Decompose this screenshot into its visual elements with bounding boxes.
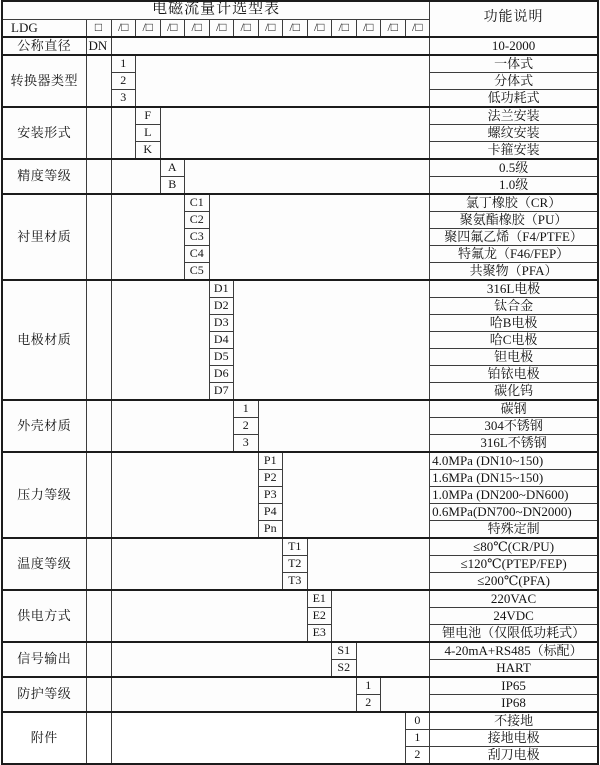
option-code: D3: [209, 314, 234, 331]
category-label: 温度等级: [2, 538, 86, 590]
option-code: D1: [209, 280, 234, 298]
option-code: C1: [185, 194, 210, 212]
empty-cell: [111, 642, 332, 677]
option-code: D5: [209, 348, 234, 365]
empty-cell: [209, 194, 430, 280]
empty-cell: [111, 159, 160, 194]
option-description: 法兰安装: [430, 107, 598, 125]
empty-cell: [307, 538, 430, 590]
option-code: 3: [234, 434, 259, 452]
category-label: 附件: [2, 712, 86, 764]
option-description: 钽电极: [430, 348, 598, 365]
empty-cell: [111, 677, 356, 712]
selection-table: [1, 0, 599, 765]
code-slot: /□: [381, 19, 406, 37]
option-description: 共聚物（PFA）: [430, 262, 598, 280]
option-row: [2, 194, 598, 212]
option-description: 1.0MPa (DN200~DN600): [430, 486, 598, 503]
option-row: [2, 55, 598, 73]
empty-cell: [86, 452, 111, 538]
empty-cell: [381, 677, 430, 712]
option-description: 4.0MPa (DN10~150): [430, 452, 598, 470]
category-label: 信号输出: [2, 642, 86, 677]
option-code: C5: [185, 262, 210, 280]
option-description: 哈C电极: [430, 331, 598, 348]
code-slot: /□: [209, 19, 234, 37]
title-row: [2, 1, 598, 19]
option-code: E1: [307, 590, 332, 608]
option-code: F: [136, 107, 161, 125]
option-description: 1.0级: [430, 176, 598, 194]
option-code: 2: [405, 746, 430, 764]
option-description: 卡箍安装: [430, 141, 598, 159]
code-slot: /□: [307, 19, 332, 37]
model-prefix: LDG: [2, 19, 86, 37]
option-code: P2: [258, 469, 283, 486]
empty-cell: [86, 642, 111, 677]
option-description: 304不锈钢: [430, 417, 598, 434]
code-slot: /□: [185, 19, 210, 37]
option-code: A: [160, 159, 185, 177]
option-code: 2: [234, 417, 259, 434]
option-description: 碳钢: [430, 400, 598, 418]
empty-cell: [283, 452, 430, 538]
option-code: 0: [405, 712, 430, 730]
diameter-row: [2, 37, 598, 55]
empty-cell: [111, 452, 258, 538]
option-description: 聚四氟乙烯（F4/PTFE）: [430, 228, 598, 245]
option-code: 2: [111, 72, 136, 89]
option-description: 220VAC: [430, 590, 598, 608]
option-code: 3: [111, 89, 136, 107]
option-code: D6: [209, 365, 234, 382]
option-code: 1: [234, 400, 259, 418]
option-description: 316L不锈钢: [430, 434, 598, 452]
category-label: 防护等级: [2, 677, 86, 712]
option-description: 特氟龙（F46/FEP）: [430, 245, 598, 262]
empty-cell: [111, 37, 430, 55]
option-description: ≤120℃(PTEP/FEP): [430, 555, 598, 572]
option-code: B: [160, 176, 185, 194]
option-code: P4: [258, 503, 283, 520]
option-code: DN: [86, 37, 111, 55]
option-code: D7: [209, 382, 234, 400]
empty-cell: [111, 538, 283, 590]
code-slot: /□: [356, 19, 381, 37]
category-label: 电极材质: [2, 280, 86, 400]
option-row: [2, 712, 598, 730]
empty-cell: [86, 55, 111, 107]
option-code: D2: [209, 297, 234, 314]
empty-cell: [86, 712, 111, 764]
option-code: T2: [283, 555, 308, 572]
empty-cell: [234, 280, 430, 400]
option-description: 分体式: [430, 72, 598, 89]
option-description: 接地电极: [430, 729, 598, 746]
option-code: S1: [332, 642, 357, 660]
option-code: C4: [185, 245, 210, 262]
category-label: 精度等级: [2, 159, 86, 194]
category-label: 外壳材质: [2, 400, 86, 452]
option-description: ≤200℃(PFA): [430, 572, 598, 590]
option-description: 锂电池（仅限低功耗式）: [430, 624, 598, 642]
category-label: 公称直径: [2, 37, 86, 55]
empty-cell: [86, 590, 111, 642]
option-row: [2, 590, 598, 608]
option-description: 钛合金: [430, 297, 598, 314]
option-code: L: [136, 124, 161, 141]
category-label: 衬里材质: [2, 194, 86, 280]
category-label: 压力等级: [2, 452, 86, 538]
empty-cell: [86, 159, 111, 194]
empty-cell: [86, 194, 111, 280]
option-description: ≤80℃(CR/PU): [430, 538, 598, 556]
option-description: 螺纹安装: [430, 124, 598, 141]
empty-cell: [136, 55, 430, 107]
empty-cell: [160, 107, 430, 159]
option-code: C2: [185, 211, 210, 228]
option-description: IP65: [430, 677, 598, 695]
empty-cell: [185, 159, 430, 194]
option-description: 特殊定制: [430, 520, 598, 538]
code-slot: /□: [111, 19, 136, 37]
option-row: [2, 400, 598, 418]
code-slot: /□: [258, 19, 283, 37]
empty-cell: [111, 400, 234, 452]
option-row: [2, 538, 598, 556]
code-slot: /□: [160, 19, 185, 37]
option-code: P1: [258, 452, 283, 470]
option-description: 316L电极: [430, 280, 598, 298]
option-row: [2, 452, 598, 470]
option-description: 不接地: [430, 712, 598, 730]
table-title: 电磁流量计选型表: [2, 1, 430, 19]
option-description: 氯丁橡胶（CR）: [430, 194, 598, 212]
empty-cell: [111, 194, 185, 280]
code-slot: /□: [332, 19, 357, 37]
category-label: 安装形式: [2, 107, 86, 159]
option-code: 1: [405, 729, 430, 746]
empty-cell: [111, 590, 307, 642]
code-slot: /□: [283, 19, 308, 37]
option-description: 1.6MPa (DN15~150): [430, 469, 598, 486]
option-description: 一体式: [430, 55, 598, 73]
option-description: 10-2000: [430, 37, 598, 55]
option-code: 2: [356, 694, 381, 712]
option-description: 0.5级: [430, 159, 598, 177]
empty-cell: [86, 107, 111, 159]
option-row: [2, 677, 598, 695]
option-description: 碳化钨: [430, 382, 598, 400]
option-code: C3: [185, 228, 210, 245]
option-row: [2, 280, 598, 298]
option-row: [2, 642, 598, 660]
option-description: 4-20mA+RS485（标配）: [430, 642, 598, 660]
option-code: D4: [209, 331, 234, 348]
option-code: P3: [258, 486, 283, 503]
category-label: 转换器类型: [2, 55, 86, 107]
empty-cell: [86, 538, 111, 590]
option-code: E2: [307, 607, 332, 624]
empty-cell: [111, 107, 136, 159]
option-description: 0.6MPa(DN700~DN2000): [430, 503, 598, 520]
empty-cell: [111, 712, 405, 764]
empty-cell: [86, 677, 111, 712]
option-code: T3: [283, 572, 308, 590]
category-label: 供电方式: [2, 590, 86, 642]
code-slot: /□: [136, 19, 161, 37]
empty-cell: [356, 642, 430, 677]
option-code: E3: [307, 624, 332, 642]
empty-cell: [258, 400, 430, 452]
option-code: 1: [111, 55, 136, 73]
option-code: Pn: [258, 520, 283, 538]
empty-cell: [86, 400, 111, 452]
option-description: IP68: [430, 694, 598, 712]
option-description: 聚氨酯橡胶（PU）: [430, 211, 598, 228]
option-row: [2, 107, 598, 125]
empty-cell: [86, 280, 111, 400]
code-slot: /□: [234, 19, 259, 37]
option-description: 铂铱电极: [430, 365, 598, 382]
option-code: T1: [283, 538, 308, 556]
option-code: 1: [356, 677, 381, 695]
option-description: 24VDC: [430, 607, 598, 624]
option-row: [2, 159, 598, 177]
function-description-header: 功能说明: [430, 1, 598, 37]
option-description: HART: [430, 659, 598, 677]
option-description: 刮刀电极: [430, 746, 598, 764]
option-code: K: [136, 141, 161, 159]
option-description: 低功耗式: [430, 89, 598, 107]
code-box: □: [86, 19, 111, 37]
empty-cell: [111, 280, 209, 400]
option-description: 哈B电极: [430, 314, 598, 331]
option-code: S2: [332, 659, 357, 677]
empty-cell: [332, 590, 430, 642]
code-slot: /□: [405, 19, 430, 37]
